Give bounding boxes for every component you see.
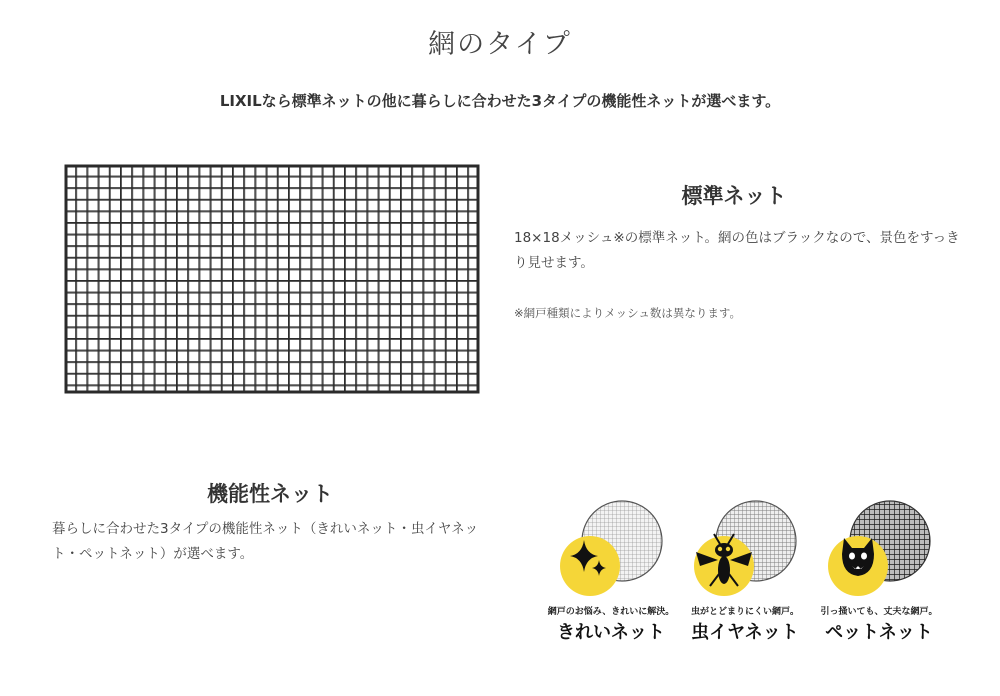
net-type-card-pet[interactable] [809,494,949,644]
cat-icon [824,494,934,599]
net-name: ペットネット [825,622,933,643]
net-type-card-kirei[interactable] [541,494,681,644]
net-tagline: 網戸のお悩み、きれいに解決。 [547,607,675,617]
standard-net-description: 18×18メッシュ※の標準ネット。網の色はブラックなので、景色をすっきり見せます。 [514,230,960,271]
sparkle-icon [556,494,666,599]
page-title: 網のタイプ [428,29,572,60]
insect-icon [690,494,800,599]
net-name: 虫イヤネット [691,622,799,643]
net-type-card-mushiiya[interactable] [675,494,815,644]
functional-net-heading: 機能性ネット [207,482,333,506]
mesh-grid-illustration [64,164,480,394]
net-tagline: 虫がとどまりにくい網戸。 [690,607,799,617]
standard-net-note: ※網戸種類によりメッシュ数は異なります。 [514,306,741,320]
functional-net-description: 暮らしに合わせた3タイプの機能性ネット（きれいネット・虫イヤネット・ペットネット）が選べます。 [52,521,479,562]
intro-text: LIXILなら標準ネットの他に暮らしに合わせた3タイプの機能性ネットが選べます。 [219,92,781,110]
standard-net-heading: 標準ネット [681,184,787,208]
net-tagline: 引っ掻いても、丈夫な網戸。 [820,607,938,617]
net-name: きれいネット [557,622,665,643]
